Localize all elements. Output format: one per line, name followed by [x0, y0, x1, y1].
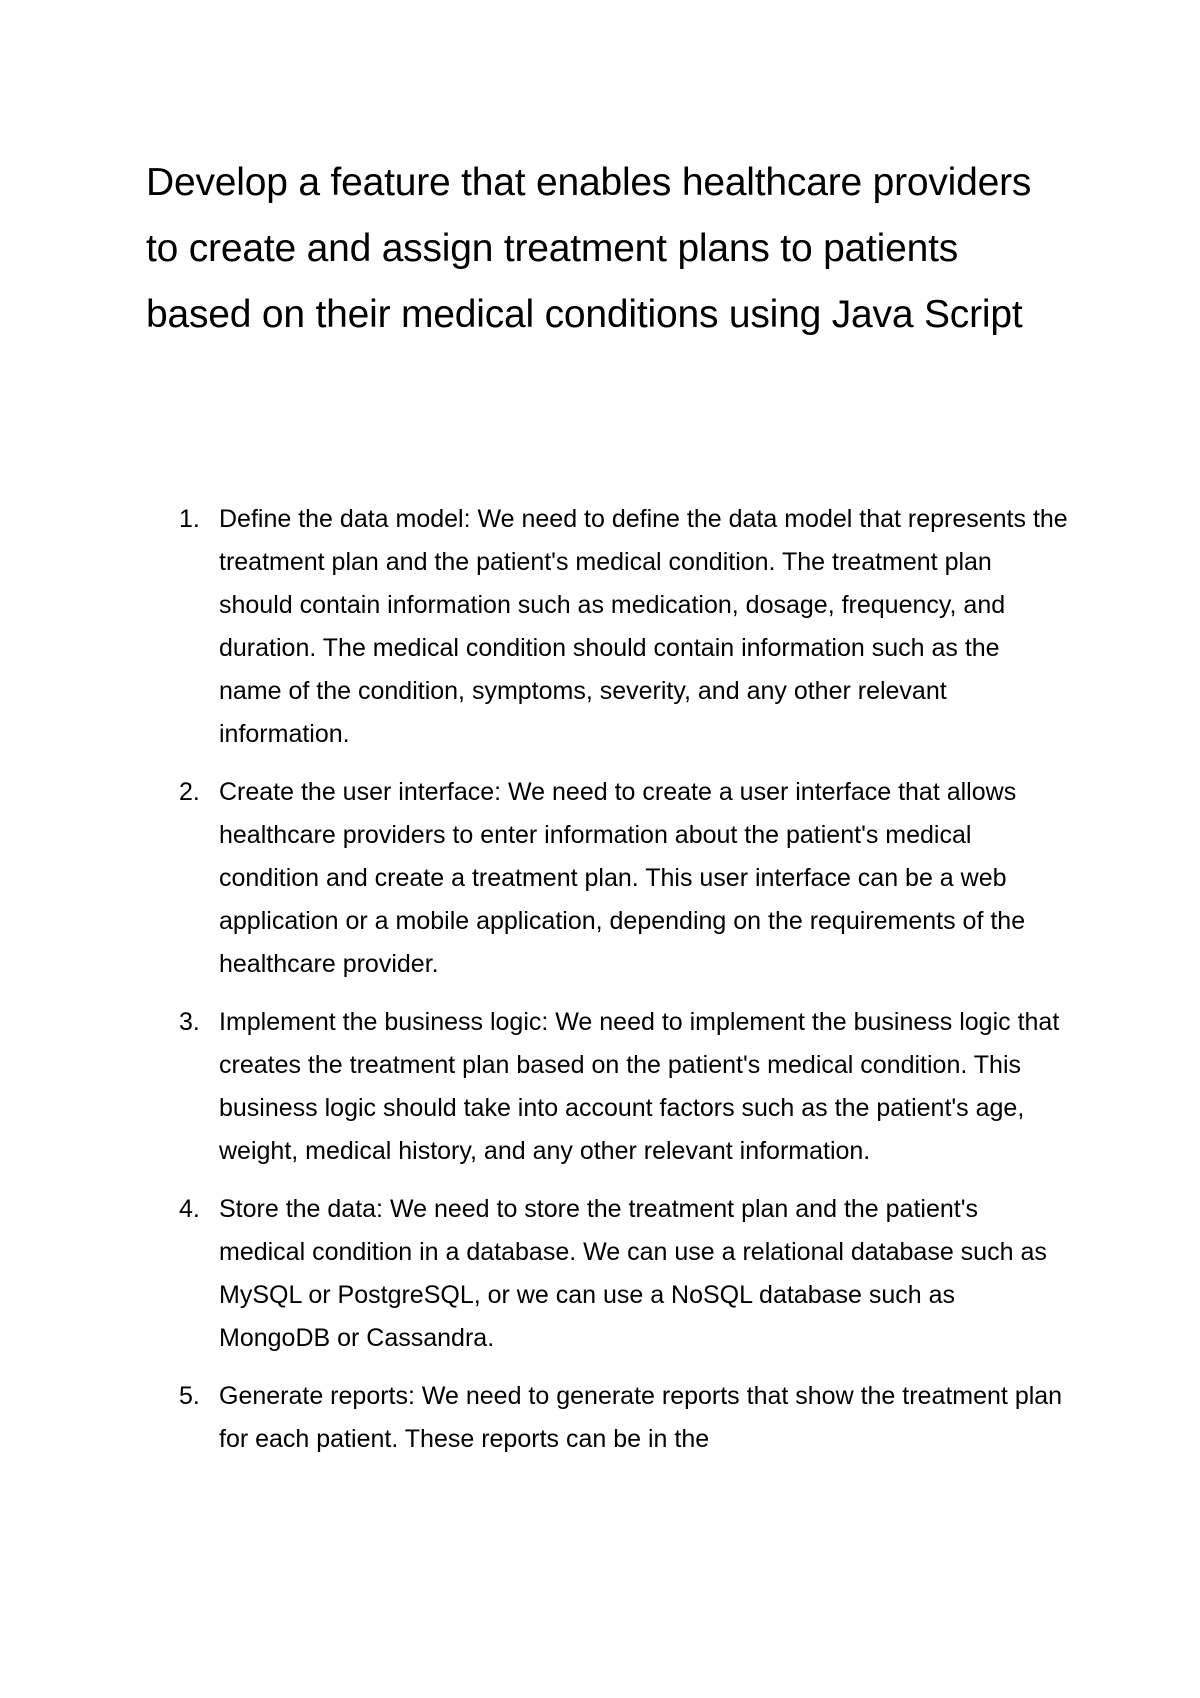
list-item [179, 1188, 1069, 1360]
list-item-number: 2. [179, 778, 200, 806]
list-item-text: Store the data: We need to store the treatment plan and the patient's medical condition in a database. We can use a relational database such as MySQL or PostgreSQL, or we can use a NoSQL database such as MongoDB or Cassandra. [219, 1195, 1047, 1352]
document-title: Develop a feature that enables healthcare providers to create and assign treatment plans to patients based on their medical conditions using Java Script [146, 161, 1032, 336]
list-item-number: 3. [179, 1008, 200, 1036]
list-item [179, 498, 1069, 756]
list-item-number: 4. [179, 1195, 200, 1223]
list-item-text: Create the user interface: We need to create a user interface that allows healthcare providers to enter information about the patient's medical condition and create a treatment plan. This user interface can be a web application or a mobile application, depending on the requirements of the healthcare provider. [219, 778, 1026, 978]
list-item-text: Implement the business logic: We need to implement the business logic that creates the treatment plan based on the patient's medical condition. This business logic should take into account factors such as the patient's age, weight, medical history, and any other relevant information. [219, 1008, 1060, 1165]
list-item-number: 5. [179, 1382, 200, 1410]
list-item [179, 1375, 1069, 1461]
list-item-text: Define the data model: We need to define the data model that represents the treatment plan and the patient's medical condition. The treatment plan should contain information such as medication, dosage, frequency, and duration. The medical condition should contain information such as the name of the condition, symptoms, severity, and any other relevant information. [219, 505, 1068, 748]
list-item [179, 771, 1069, 986]
list-item-text: Generate reports: We need to generate reports that show the treatment plan for each patient. These reports can be in the [219, 1382, 1063, 1453]
list-item-number: 1. [179, 505, 200, 533]
list-item [179, 1001, 1069, 1173]
steps-list [179, 498, 1069, 1476]
